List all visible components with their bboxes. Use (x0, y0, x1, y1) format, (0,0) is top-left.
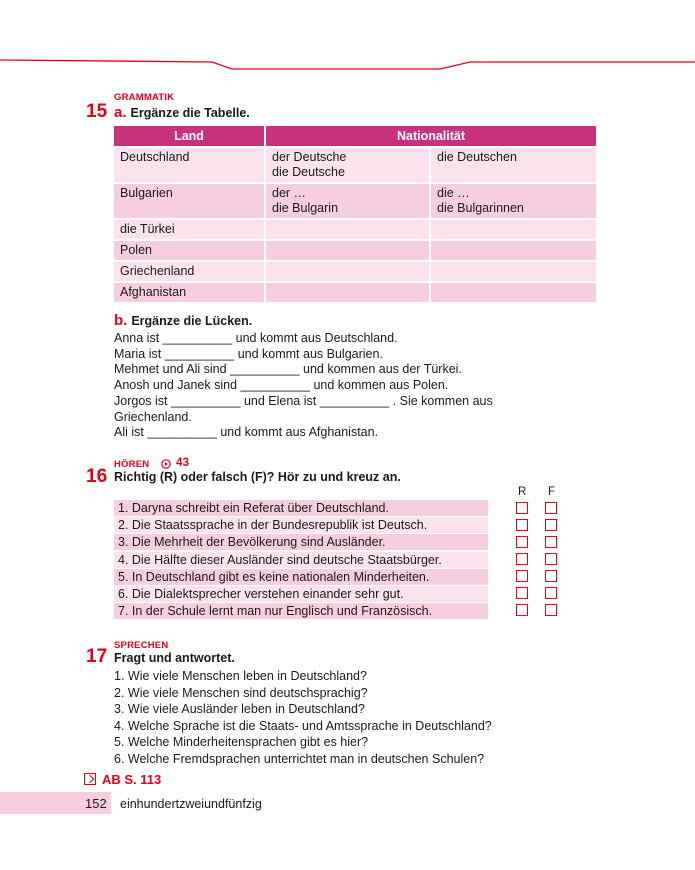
checkbox-f-2[interactable] (545, 519, 557, 531)
nationality-table (112, 124, 598, 304)
cell-text: die Bulgarinnen (437, 201, 524, 215)
table-cell-land: Griechenland (114, 262, 264, 281)
list-item: 7. In der Schule lernt man nur Englisch und Französisch. (114, 603, 488, 619)
gap-line: Anna ist __________ und kommt aus Deutschland. (114, 331, 398, 345)
section-tag-hoeren: HÖREN (114, 459, 150, 470)
list-item: 4. Die Hälfte dieser Ausländer sind deutsche Staatsbürger. (114, 552, 488, 568)
checkbox-r-2[interactable] (516, 519, 528, 531)
section-tag-grammatik: GRAMMATIK (114, 92, 175, 103)
exercise-15a-instruction: Ergänze die Tabelle. (130, 106, 250, 120)
exercise-number-15: 15 (86, 101, 108, 122)
table-header-land: Land (114, 126, 264, 146)
checkbox-r-7[interactable] (516, 604, 528, 616)
gap-fill-text (114, 331, 514, 441)
checkbox-f-7[interactable] (545, 604, 557, 616)
checkbox-f-1[interactable] (545, 502, 557, 514)
table-cell-blank[interactable] (431, 241, 596, 260)
list-item: 4. Welche Sprache ist die Staats- und Amtssprache in Deutschland? (114, 718, 492, 733)
workbook-reference-text: AB S. 113 (102, 772, 162, 787)
exercise-15b-instruction: Ergänze die Lücken. (131, 314, 253, 328)
checkbox-f-6[interactable] (545, 587, 557, 599)
page-number: 152 (85, 796, 107, 811)
table-cell-blank[interactable] (266, 283, 429, 302)
audio-play-icon[interactable] (161, 459, 171, 469)
checkbox-r-6[interactable] (516, 587, 528, 599)
question-list (114, 668, 492, 767)
exercise-17-title: Fragt und antwortet. (114, 651, 235, 665)
list-item: 1. Wie viele Menschen leben in Deutschland? (114, 669, 367, 683)
list-item: 3. Die Mehrheit der Bevölkerung sind Ausländer. (114, 534, 488, 550)
table-cell-plural (431, 184, 596, 218)
subtask-letter-a: a. (114, 104, 127, 121)
table-cell-nationality (266, 148, 429, 182)
gap-line: Mehmet und Ali sind __________ und kommen aus der Türkei. (114, 362, 462, 377)
exercise-number-17: 17 (86, 646, 108, 667)
exercise-15b-title (114, 312, 252, 329)
list-item: 6. Die Dialektsprecher verstehen einander sehr gut. (114, 586, 488, 602)
exercise-15a-title (114, 104, 250, 121)
table-row (114, 220, 596, 239)
gap-line: Jorgos ist __________ und Elena ist __________ . Sie kommen aus (114, 393, 493, 408)
table-cell-nationality (266, 184, 429, 218)
workbook-reference[interactable] (84, 772, 161, 787)
table-row (114, 283, 596, 302)
exercise-16-title: Richtig (R) oder falsch (F)? Hör zu und kreuz an. (114, 470, 401, 484)
list-item: 5. In Deutschland gibt es keine nationalen Minderheiten. (114, 569, 488, 585)
table-row (114, 241, 596, 260)
cell-text: die … (437, 186, 470, 200)
checkbox-r-3[interactable] (516, 536, 528, 548)
list-item: 5. Welche Minderheitensprachen gibt es hier? (114, 735, 369, 749)
checkbox-f-4[interactable] (545, 553, 557, 565)
table-cell-land: Afghanistan (114, 283, 264, 302)
statement-list (114, 500, 488, 620)
cell-text: die Bulgarin (272, 201, 339, 215)
gap-line: Griechenland. (114, 409, 192, 424)
exercise-number-16: 16 (86, 466, 108, 487)
list-item: 6. Welche Fremdsprachen unterrichtet man in deutschen Schulen? (114, 751, 485, 766)
table-row (114, 148, 596, 182)
list-item: 3. Wie viele Ausländer leben in Deutschland? (114, 702, 365, 716)
subtask-letter-b: b. (114, 312, 128, 329)
column-header-f: F (548, 486, 556, 498)
table-cell-land: die Türkei (114, 220, 264, 239)
checkbox-f-5[interactable] (545, 570, 557, 582)
table-cell-land: Deutschland (114, 148, 264, 182)
checkbox-r-1[interactable] (516, 502, 528, 514)
page-number-words: einhundertzweiundfünfzig (120, 797, 262, 811)
arrow-box-icon (84, 773, 96, 785)
checkbox-f-3[interactable] (545, 536, 557, 548)
list-item: 1. Daryna schreibt ein Referat über Deutschland. (114, 500, 488, 516)
section-tag-sprechen: SPRECHEN (114, 640, 169, 651)
checkbox-r-5[interactable] (516, 570, 528, 582)
list-item: 2. Wie viele Menschen sind deutschsprachig? (114, 685, 368, 700)
cell-text: der Deutsche (272, 150, 347, 164)
column-header-r: R (518, 486, 527, 498)
table-cell-plural: die Deutschen (431, 148, 596, 182)
table-row (114, 184, 596, 218)
table-cell-blank[interactable] (431, 220, 596, 239)
table-cell-blank[interactable] (266, 220, 429, 239)
table-cell-blank[interactable] (266, 262, 429, 281)
cell-text: die Deutsche (272, 165, 345, 179)
list-item: 2. Die Staatssprache in der Bundesrepublik ist Deutsch. (114, 517, 488, 533)
table-header-nationalitaet: Nationalität (266, 126, 596, 146)
gap-line: Ali ist __________ und kommt aus Afghanistan. (114, 425, 379, 440)
gap-line: Anosh und Janek sind __________ und kommen aus Polen. (114, 378, 449, 393)
table-cell-blank[interactable] (266, 241, 429, 260)
header-rule (0, 0, 695, 80)
checkbox-r-4[interactable] (516, 553, 528, 565)
gap-line: Maria ist __________ und kommt aus Bulgarien. (114, 346, 383, 361)
table-row (114, 262, 596, 281)
audio-track-number: 43 (176, 457, 190, 469)
table-cell-blank[interactable] (431, 262, 596, 281)
cell-text: der … (272, 186, 307, 200)
table-cell-land: Bulgarien (114, 184, 264, 218)
table-cell-blank[interactable] (431, 283, 596, 302)
table-cell-land: Polen (114, 241, 264, 260)
